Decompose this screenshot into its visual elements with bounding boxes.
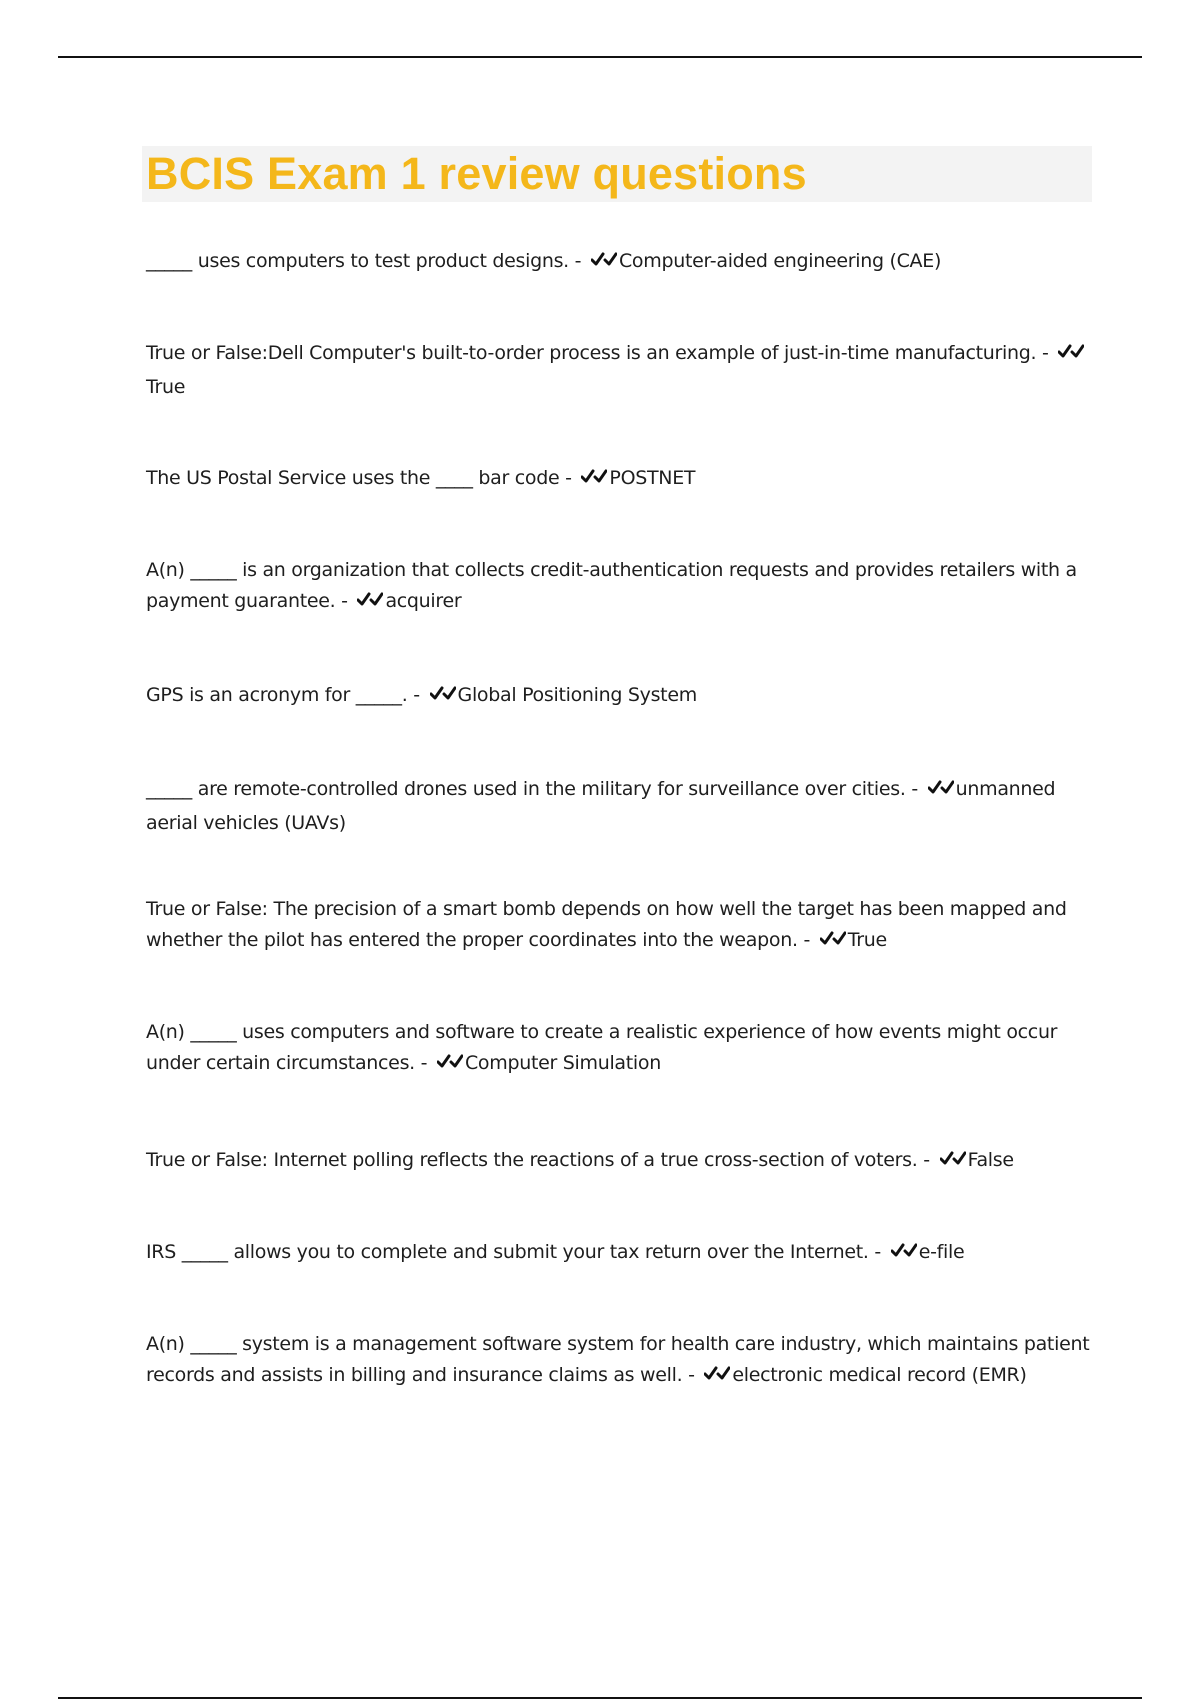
answer-text: acquirer: [385, 590, 462, 612]
separator: -: [868, 1241, 887, 1263]
answer-text: e-file: [918, 1241, 965, 1263]
question-text: IRS _____ allows you to complete and submit your tax return over the Internet.: [146, 1241, 869, 1263]
double-check-icon: [704, 1363, 730, 1394]
separator: -: [1036, 342, 1055, 364]
separator: -: [905, 778, 924, 800]
separator: -: [559, 467, 578, 489]
double-check-icon: [928, 777, 954, 808]
qa-item: [146, 1329, 1096, 1394]
question-text: A(n) _____ uses computers and software to create a realistic experience of how events might occur under certain circumstances.: [146, 1021, 1058, 1074]
double-check-icon: [940, 1148, 966, 1179]
double-check-icon: [581, 466, 607, 497]
double-check-icon: [820, 928, 846, 959]
separator: -: [917, 1149, 936, 1171]
qa-item: [146, 894, 1096, 959]
qa-item: [146, 1017, 1096, 1082]
question-text: The US Postal Service uses the ____ bar code: [146, 467, 560, 489]
double-check-icon: [591, 249, 617, 280]
question-text: GPS is an acronym for _____.: [146, 684, 408, 706]
qa-item: [146, 246, 1096, 280]
separator: -: [568, 250, 587, 272]
bottom-divider: [58, 1697, 1142, 1699]
double-check-icon: [1058, 341, 1084, 372]
double-check-icon: [357, 589, 383, 620]
qa-item: [146, 1237, 1096, 1271]
separator: -: [414, 1052, 433, 1074]
answer-text: POSTNET: [609, 467, 696, 489]
answer-text: Computer-aided engineering (CAE): [618, 250, 942, 272]
question-text: _____ uses computers to test product designs.: [146, 250, 569, 272]
answer-text: True: [146, 376, 186, 398]
question-text: A(n) _____ is an organization that collects credit-authentication requests and provides retailers with a payment guarantee.: [146, 559, 1077, 612]
separator: -: [407, 684, 426, 706]
answer-text: unmanned aerial vehicles (UAVs): [146, 778, 1056, 834]
qa-item: [146, 338, 1096, 403]
answer-text: False: [967, 1149, 1014, 1171]
qa-item: [146, 1145, 1096, 1179]
question-text: True or False: Internet polling reflects the reactions of a true cross-section of voters.: [146, 1149, 918, 1171]
question-text: True or False: The precision of a smart bomb depends on how well the target has been mapped and whether the pilot has entered the proper coordinates into the weapon.: [146, 898, 1067, 951]
qa-item: [146, 774, 1096, 839]
document-title: BCIS Exam 1 review questions: [146, 148, 807, 199]
double-check-icon: [891, 1240, 917, 1271]
question-text: A(n) _____ system is a management software system for health care industry, which maintains patient records and assists in billing and insurance claims as well.: [146, 1333, 1090, 1386]
qa-item: [146, 555, 1096, 620]
qa-item: [146, 680, 1096, 714]
double-check-icon: [430, 683, 456, 714]
question-text: True or False:Dell Computer's built-to-order process is an example of just-in-time manufacturing.: [146, 342, 1037, 364]
qa-item: [146, 463, 1096, 497]
answer-text: True: [847, 929, 887, 951]
answer-text: Global Positioning System: [457, 684, 697, 706]
separator: -: [797, 929, 816, 951]
separator: -: [335, 590, 354, 612]
double-check-icon: [437, 1051, 463, 1082]
answer-text: electronic medical record (EMR): [732, 1364, 1027, 1386]
answer-text: Computer Simulation: [464, 1052, 661, 1074]
separator: -: [682, 1364, 701, 1386]
question-text: _____ are remote-controlled drones used in the military for surveillance over cities.: [146, 778, 906, 800]
top-divider: [58, 56, 1142, 58]
